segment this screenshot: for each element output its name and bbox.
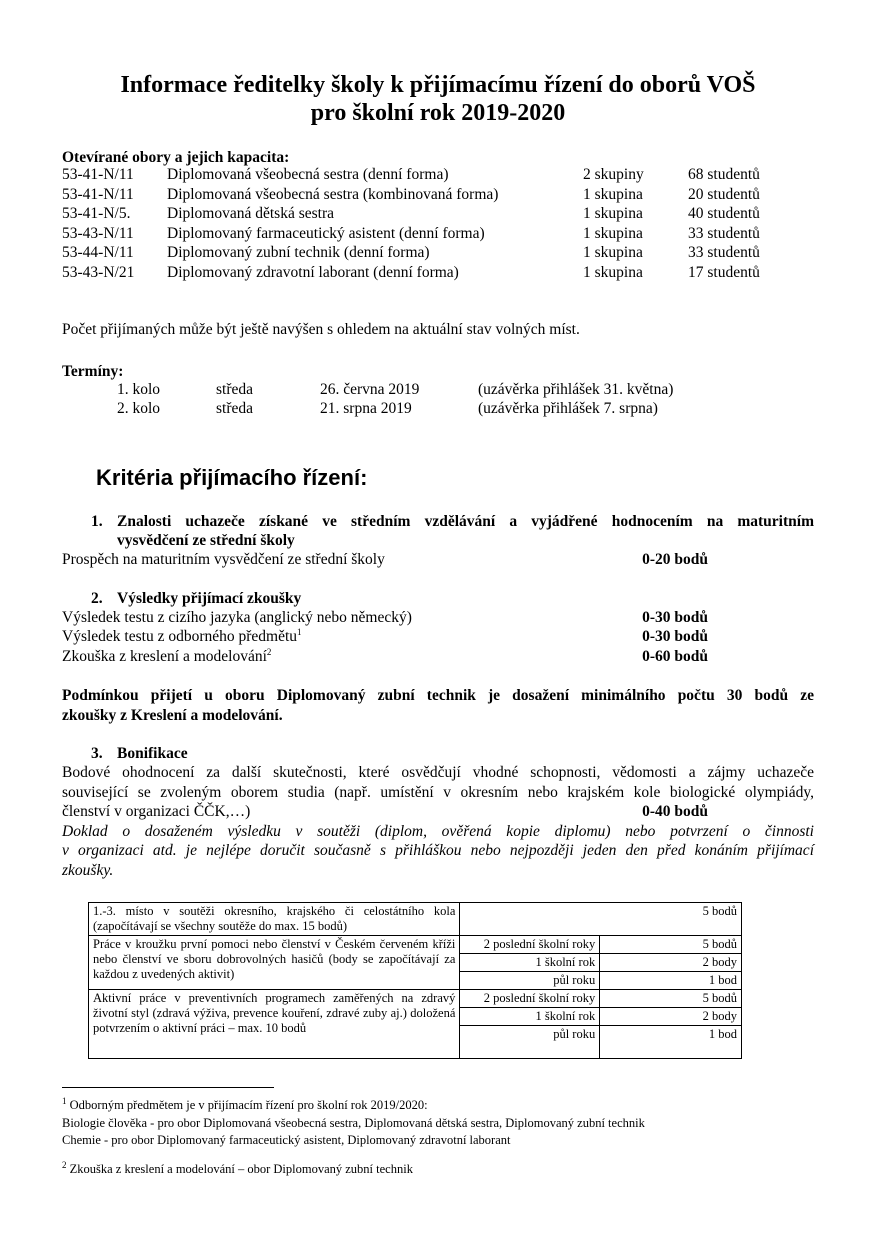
section2-title: Výsledky přijímací zkoušky [117, 590, 302, 607]
program-code: 53-41-N/11 [62, 186, 134, 203]
table-row [89, 903, 742, 936]
section3-text: Bodové ohodnocení za další skutečnosti, které osvědčují vhodné schopnosti, vědomosti a zájmy uchazeče [62, 764, 814, 781]
program-students: 20 studentů [688, 186, 760, 203]
footnote-2 [62, 1160, 413, 1178]
section3-number: 3. [91, 745, 103, 762]
section3-note-l2: v organizaci atd. je nejlépe doručit současně s přihláškou nebo nejpozději jeden den před konáním přijímací [62, 842, 814, 859]
program-groups: 2 skupiny [583, 166, 644, 183]
bonus-points: 5 bodů [600, 936, 742, 954]
section3-title: Bonifikace [117, 745, 188, 762]
section1-item: Prospěch na maturitním vysvědčení ze střední školy [62, 551, 385, 568]
footnote-separator [62, 1087, 274, 1088]
bonus-desc: 1.-3. místo v soutěži okresního, krajského či celostátního kola (započítávají se všechny soutěže do max. 15 bodů) [89, 903, 460, 936]
program-groups: 1 skupina [583, 186, 643, 203]
footnote-ref: 2 [266, 646, 272, 657]
bonus-points: 2 body [600, 1008, 742, 1026]
section3-text-l3: členství v organizaci ČČK,…) [62, 803, 251, 820]
bonus-period: 1 školní rok [460, 954, 600, 972]
program-students: 33 studentů [688, 225, 760, 242]
document-title-line2: pro školní rok 2019-2020 [310, 100, 566, 126]
table-row [89, 936, 742, 954]
exam-item-label: Výsledek testu z odborného předmětu [62, 628, 298, 645]
footnote-1-line3: Chemie - pro obor Diplomovaný farmaceutický asistent, Diplomovaný zdravotní laborant [62, 1133, 511, 1147]
footnote-2-text: Zkouška z kreslení a modelování – obor Diplomovaný zubní technik [69, 1162, 413, 1176]
program-students: 33 studentů [688, 244, 760, 261]
footnote-1 [62, 1096, 428, 1114]
program-students: 40 studentů [688, 205, 760, 222]
program-name: Diplomovaná dětská sestra [167, 205, 335, 222]
bonus-points: 2 body [600, 954, 742, 972]
term-day: středa [216, 381, 254, 398]
exam-item-label: Zkouška z kreslení a modelování [62, 648, 267, 665]
bonus-desc: Práce v kroužku první pomoci nebo členství v Českém červeném kříži nebo členství ve sboru dobrovolných hasičů (body se započítávají za každou z uvedených aktivit) [89, 936, 460, 990]
footnote-1-text: Odborným předmětem je v přijímacím řízení pro školní rok 2019/2020: [69, 1098, 428, 1112]
section1-title-cont: vysvědčení ze střední školy [117, 532, 295, 549]
term-deadline: (uzávěrka přihlášek 31. května) [478, 381, 674, 398]
program-name: Diplomovaná všeobecná sestra (denní forma) [167, 166, 449, 183]
program-name: Diplomovaná všeobecná sestra (kombinovaná forma) [167, 186, 499, 203]
program-groups: 1 skupina [583, 264, 643, 281]
term-round: 2. kolo [117, 400, 161, 417]
program-code: 53-44-N/11 [62, 244, 134, 261]
term-date: 26. června 2019 [320, 381, 420, 398]
section1-number: 1. [91, 513, 103, 530]
program-code: 53-41-N/5. [62, 205, 131, 222]
program-students: 17 studentů [688, 264, 760, 281]
condition-text-cont: zkoušky z Kreslení a modelování. [62, 707, 283, 724]
condition-text: Podmínkou přijetí u oboru Diplomovaný zubní technik je dosažení minimálního počtu 30 bodů ze [62, 687, 814, 704]
term-day: středa [216, 400, 254, 417]
term-deadline: (uzávěrka přihlášek 7. srpna) [478, 400, 658, 417]
section1-points: 0-20 bodů [642, 551, 708, 568]
table-row [89, 990, 742, 1008]
bonus-period: 2 poslední školní roky [460, 936, 600, 954]
document-title-line1: Informace ředitelky školy k přijímacímu řízení do oborů VOŠ [120, 72, 756, 98]
footnote-1-mark: 1 [62, 1095, 67, 1106]
bonus-points: 5 bodů [460, 903, 742, 936]
bonus-period: půl roku [460, 1026, 600, 1059]
capacity-note: Počet přijímaných může být ještě navýšen s ohledem na aktuální stav volných míst. [62, 321, 580, 338]
program-name: Diplomovaný zdravotní laborant (denní forma) [167, 264, 459, 281]
exam-item-label: Výsledek testu z cizího jazyka (anglický nebo německý) [62, 609, 412, 626]
bonus-period: půl roku [460, 972, 600, 990]
section2-number: 2. [91, 590, 103, 607]
term-date: 21. srpna 2019 [320, 400, 412, 417]
section1-title: Znalosti uchazeče získané ve středním vzdělávání a vyjádřené hodnocením na maturitním [117, 513, 814, 530]
program-code: 53-41-N/11 [62, 166, 134, 183]
program-students: 68 studentů [688, 166, 760, 183]
bonus-period: 1 školní rok [460, 1008, 600, 1026]
section3-note: Doklad o dosaženém výsledku v soutěži (diplom, ověřená kopie diplomu) nebo potvrzení o činnosti [62, 823, 814, 840]
section3-text-l2: související se zvoleným oborem studia (např. umístění v okresním nebo krajském kole biologické olympiády, [62, 784, 814, 801]
bonus-points: 5 bodů [600, 990, 742, 1008]
program-code: 53-43-N/21 [62, 264, 135, 281]
bonus-period: 2 poslední školní roky [460, 990, 600, 1008]
exam-item-points: 0-60 bodů [642, 648, 708, 665]
term-round: 1. kolo [117, 381, 161, 398]
exam-item-points: 0-30 bodů [642, 628, 708, 645]
program-name: Diplomovaný zubní technik (denní forma) [167, 244, 430, 261]
footnote-1-line2: Biologie člověka - pro obor Diplomovaná všeobecná sestra, Diplomovaná dětská sestra, Diplomovaný zubní technik [62, 1116, 645, 1130]
bonus-desc: Aktivní práce v preventivních programech zaměřených na zdravý životní styl (zdravá výživa, prevence kouření, zdravé zuby aj.) doložená potvrzením o aktivní práci – max. 10 bodů [89, 990, 460, 1059]
section3-note-l3: zkoušky. [62, 862, 114, 879]
program-name: Diplomovaný farmaceutický asistent (denní forma) [167, 225, 485, 242]
program-groups: 1 skupina [583, 244, 643, 261]
footnote-ref: 1 [297, 626, 302, 637]
program-groups: 1 skupina [583, 225, 643, 242]
bonus-table [88, 902, 742, 1059]
bonus-points: 1 bod [600, 972, 742, 990]
program-groups: 1 skupina [583, 205, 643, 222]
section3-points: 0-40 bodů [642, 803, 708, 820]
programs-heading: Otevírané obory a jejich kapacita: [62, 149, 290, 166]
criteria-heading: Kritéria přijímacího řízení: [96, 465, 368, 490]
footnote-2-mark: 2 [62, 1159, 67, 1170]
exam-item-points: 0-30 bodů [642, 609, 708, 626]
terms-heading: Termíny: [62, 363, 124, 380]
bonus-points: 1 bod [600, 1026, 742, 1059]
program-code: 53-43-N/11 [62, 225, 134, 242]
